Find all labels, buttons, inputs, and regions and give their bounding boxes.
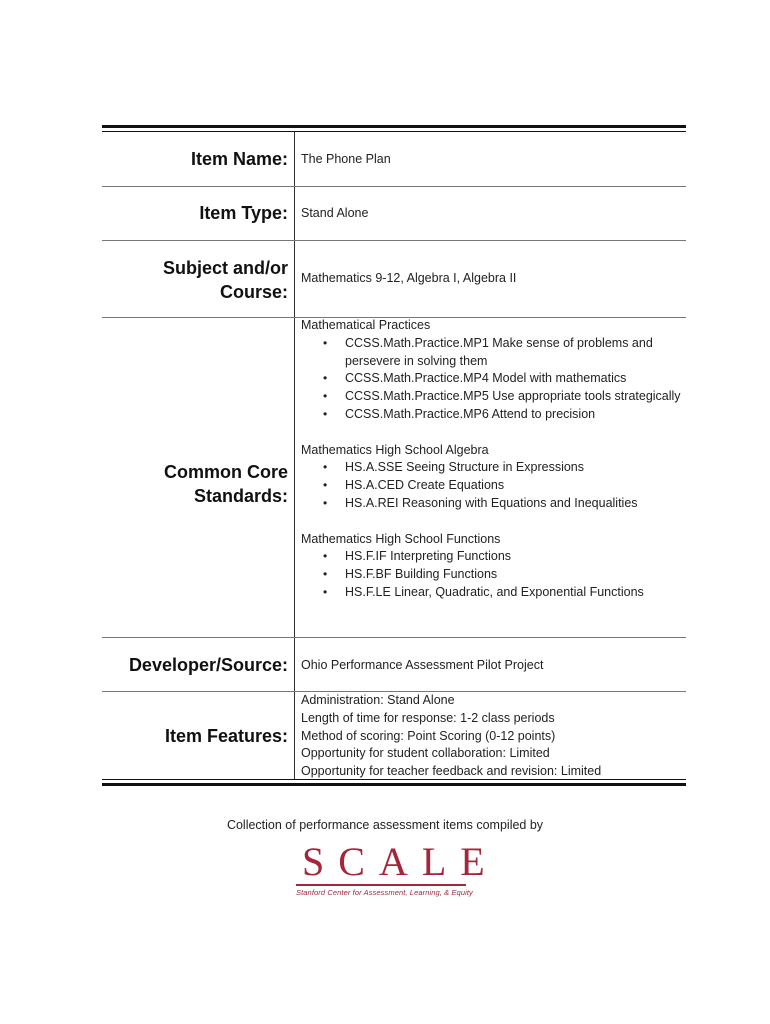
row-divider bbox=[102, 240, 686, 241]
row-divider bbox=[102, 637, 686, 638]
item-name-label: Item Name: bbox=[190, 149, 288, 169]
list-item: • HS.A.SSE Seeing Structure in Expressions bbox=[345, 459, 681, 477]
subject-label-line1: Subject and/or bbox=[162, 258, 288, 278]
standards-group-functions bbox=[301, 531, 681, 602]
standards-list bbox=[301, 335, 681, 424]
subject-label bbox=[102, 256, 288, 304]
list-item: • HS.A.REI Reasoning with Equations and Inequalities bbox=[345, 495, 681, 513]
standards-label bbox=[102, 460, 288, 508]
standards-label-line2: Standards: bbox=[193, 486, 288, 506]
standards-value bbox=[301, 317, 681, 602]
subject-label-line2: Course: bbox=[219, 282, 288, 302]
list-item: • HS.F.BF Building Functions bbox=[345, 566, 681, 584]
item-type-label: Item Type: bbox=[199, 203, 288, 223]
developer-value: Ohio Performance Assessment Pilot Project bbox=[301, 658, 544, 672]
standards-list bbox=[301, 459, 681, 512]
standards-group-algebra bbox=[301, 442, 681, 513]
list-item: • HS.F.LE Linear, Quadratic, and Exponential Functions bbox=[345, 584, 681, 602]
group-heading: Mathematics High School Algebra bbox=[301, 442, 489, 457]
list-item: • HS.A.CED Create Equations bbox=[345, 477, 681, 495]
list-item: • CCSS.Math.Practice.MP6 Attend to precision bbox=[345, 406, 681, 424]
item-name-value: The Phone Plan bbox=[301, 152, 391, 166]
standards-label-line1: Common Core bbox=[163, 462, 288, 482]
feature-line: Method of scoring: Point Scoring (0-12 points) bbox=[301, 728, 556, 743]
feature-line: Opportunity for student collaboration: Limited bbox=[301, 746, 550, 761]
features-value bbox=[301, 692, 681, 781]
list-item: • CCSS.Math.Practice.MP1 Make sense of problems and persevere in solving them bbox=[345, 335, 681, 371]
logo-subtitle: Stanford Center for Assessment, Learning, & Equity bbox=[296, 888, 473, 897]
list-item: • HS.F.IF Interpreting Functions bbox=[345, 548, 681, 566]
feature-line: Opportunity for teacher feedback and revision: Limited bbox=[301, 764, 602, 779]
list-item: • CCSS.Math.Practice.MP4 Model with mathematics bbox=[345, 370, 681, 388]
standards-list bbox=[301, 548, 681, 601]
developer-label: Developer/Source: bbox=[128, 655, 288, 675]
item-type-value: Stand Alone bbox=[301, 206, 369, 220]
row-divider bbox=[102, 186, 686, 187]
logo-underline bbox=[296, 884, 466, 886]
table-bottom-rule bbox=[102, 779, 686, 786]
column-divider bbox=[294, 132, 295, 779]
feature-line: Administration: Stand Alone bbox=[301, 693, 455, 707]
table-top-rule bbox=[102, 125, 686, 132]
group-heading: Mathematics High School Functions bbox=[301, 531, 501, 546]
subject-value: Mathematics 9-12, Algebra I, Algebra II bbox=[301, 271, 517, 285]
standards-group-practices bbox=[301, 317, 681, 424]
features-label: Item Features: bbox=[164, 726, 288, 746]
scale-logo bbox=[296, 839, 499, 897]
group-heading: Mathematical Practices bbox=[301, 318, 431, 332]
logo-wordmark: SCALE bbox=[302, 839, 499, 884]
footer-text: Collection of performance assessment items compiled by bbox=[226, 818, 544, 832]
list-item: • CCSS.Math.Practice.MP5 Use appropriate tools strategically bbox=[345, 388, 681, 406]
feature-line: Length of time for response: 1-2 class periods bbox=[301, 710, 555, 725]
